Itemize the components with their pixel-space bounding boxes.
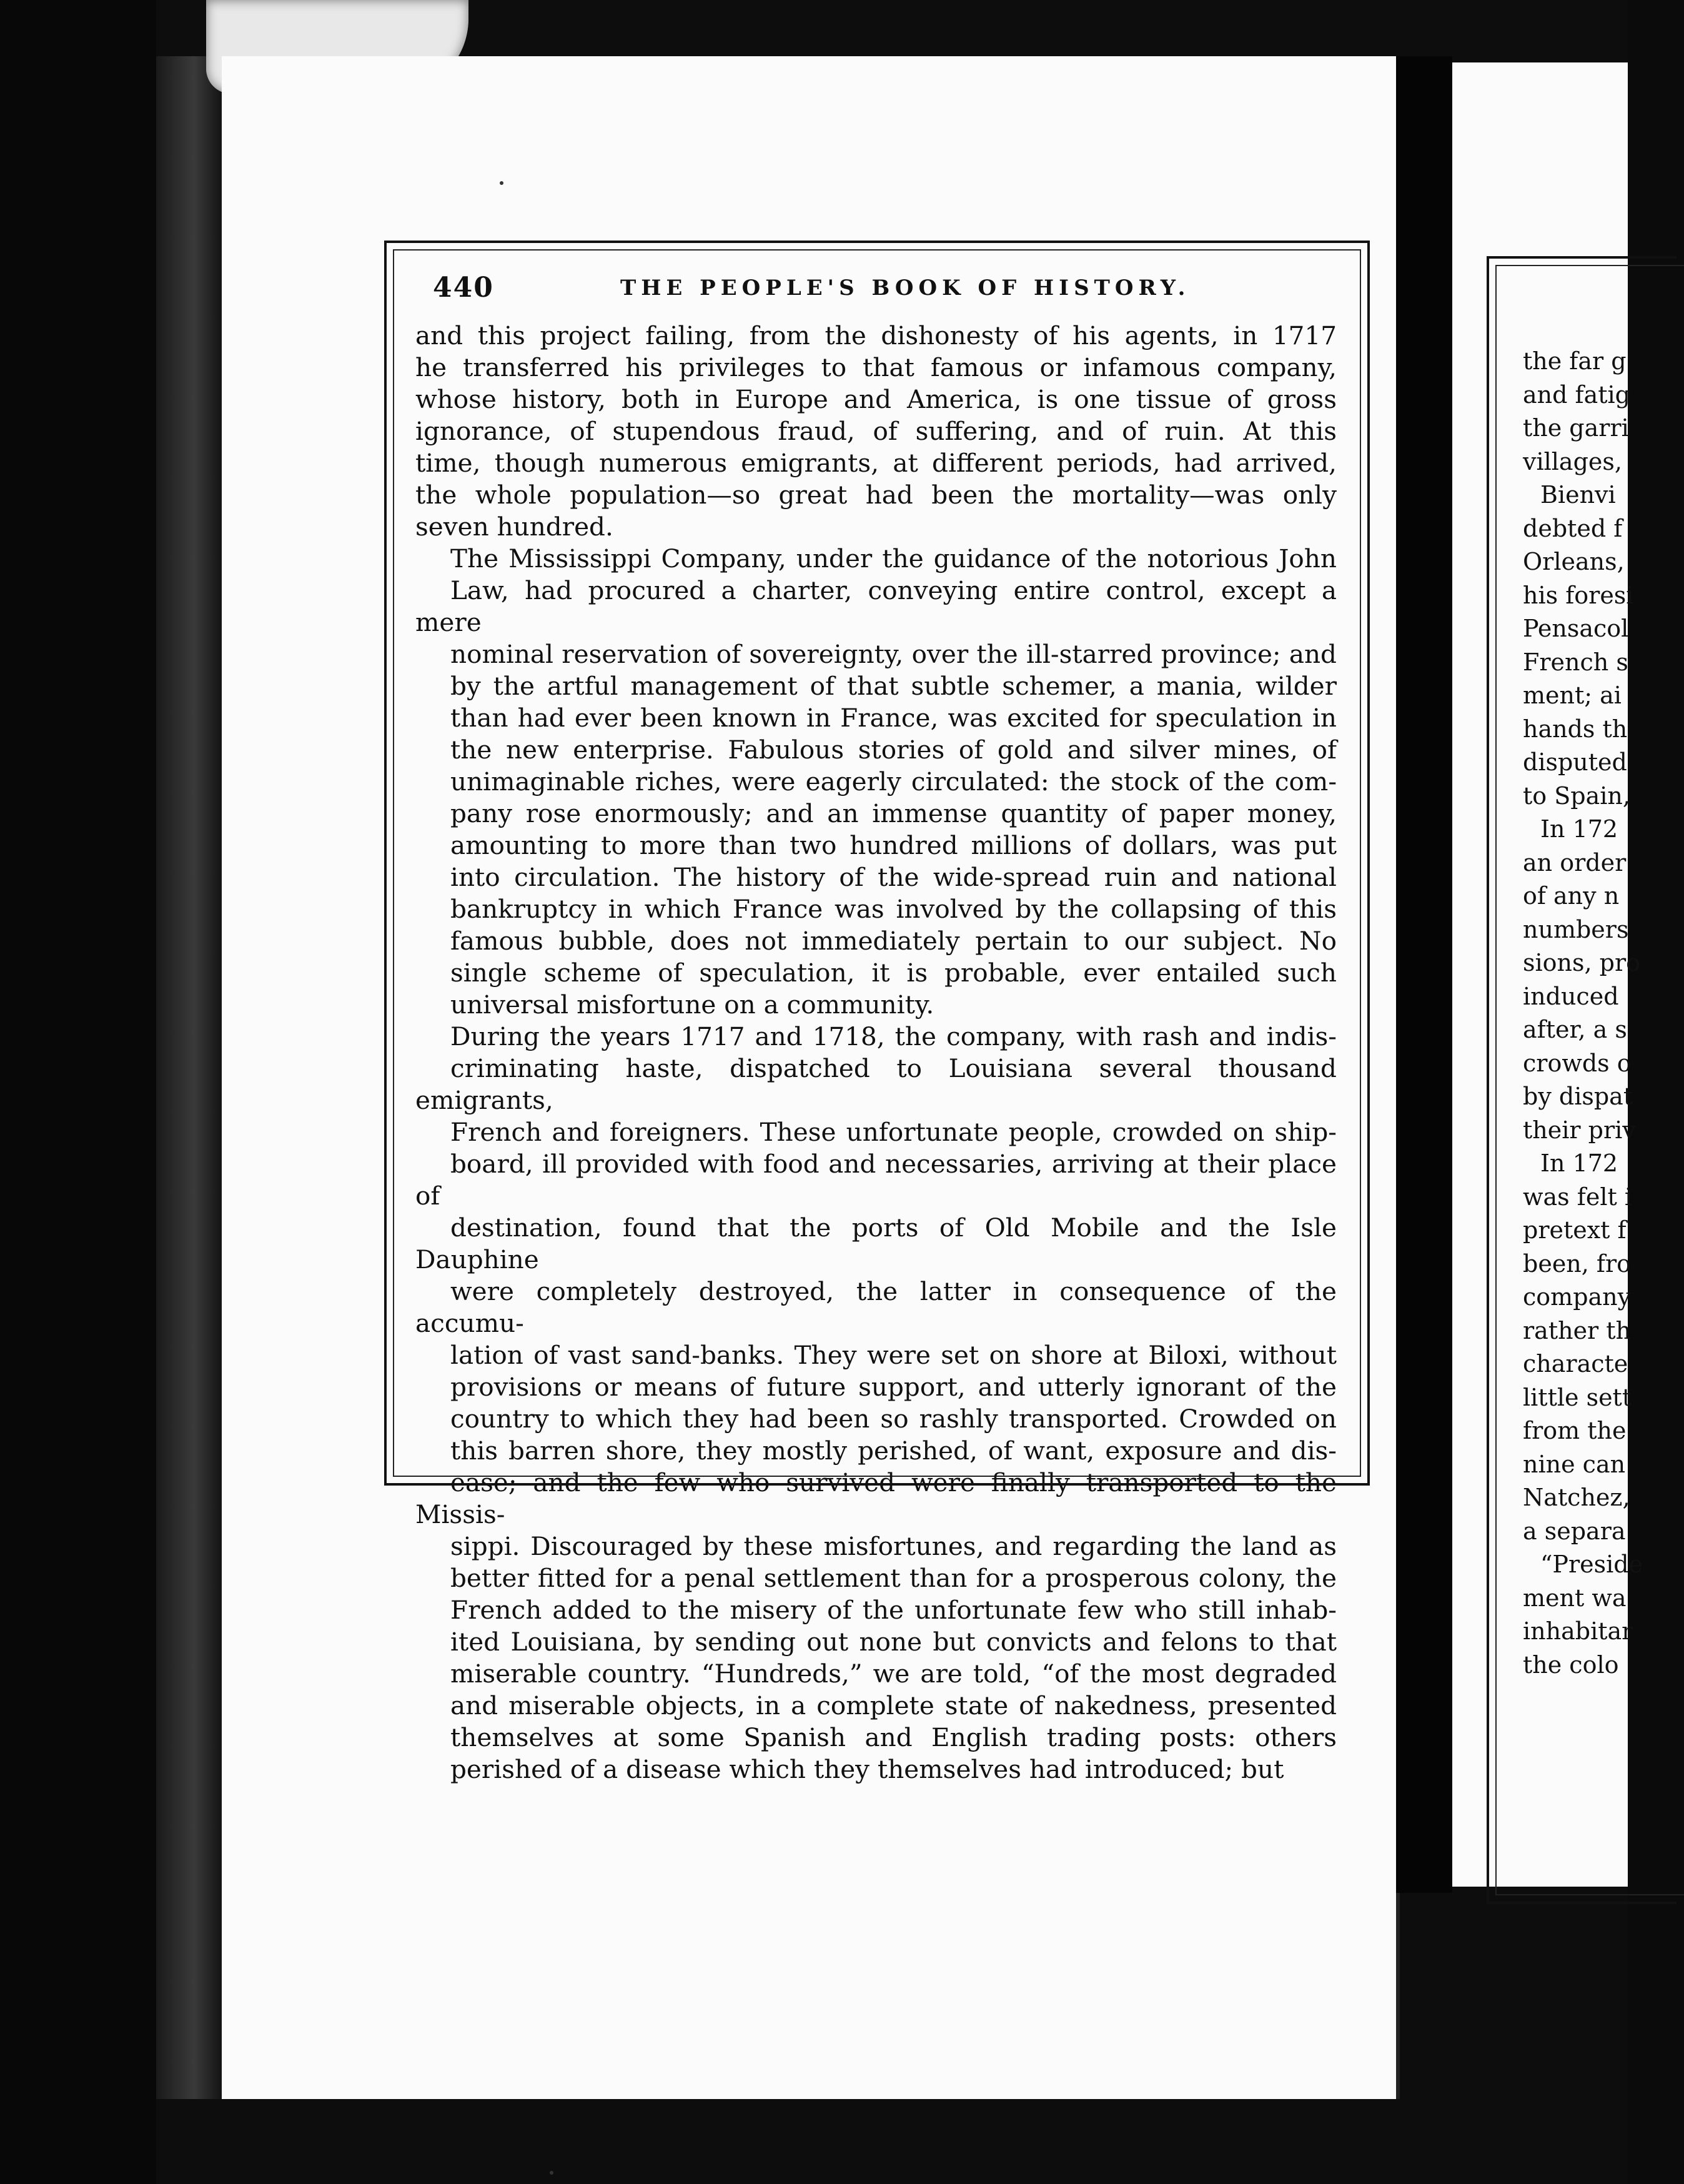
right-page-line: company [1523, 1283, 1632, 1311]
paper-speck [550, 2171, 553, 2175]
scan-left-edge [0, 0, 156, 2184]
right-page-line: been, fro [1523, 1249, 1632, 1278]
text-line: the new enterprise. Fabulous stories of gold and silver mines, of [450, 735, 1337, 765]
text-line: board, ill provided with food and necessaries, arriving at their place of [415, 1149, 1337, 1211]
text-line: lation of vast sand-banks. They were set on shore at Biloxi, without [450, 1340, 1337, 1370]
text-line: French and foreigners. These unfortunate people, crowded on ship- [450, 1117, 1337, 1147]
text-line: into circulation. The history of the wide-spread ruin and national [450, 862, 1337, 892]
text-line: by the artful management of that subtle schemer, a mania, wilder [450, 671, 1337, 701]
text-line: Law, had procured a charter, conveying entire control, except a mere [415, 575, 1337, 637]
paper-speck [500, 181, 503, 185]
right-page-line: crowds o [1523, 1049, 1632, 1077]
right-page-line: villages, [1523, 447, 1622, 475]
text-line: and miserable objects, in a complete state of nakedness, presented [450, 1690, 1337, 1720]
right-page-line: little sett [1523, 1383, 1632, 1411]
right-page-line: numbers [1523, 915, 1629, 943]
running-title: THE PEOPLE'S BOOK OF HISTORY. [620, 275, 1191, 300]
right-page-line: to Spain, [1523, 782, 1630, 810]
page-number: 440 [433, 272, 494, 304]
text-line: The Mississippi Company, under the guidance of the notorious John [450, 544, 1337, 573]
text-line: ited Louisiana, by sending out none but convicts and felons to that [450, 1627, 1337, 1657]
right-page-line: rather th [1523, 1316, 1632, 1344]
right-page-line: Orleans, [1523, 548, 1625, 575]
running-head [433, 272, 1332, 309]
right-page-text [1523, 345, 1673, 1682]
right-page-line: Natchez, [1523, 1484, 1630, 1511]
left-page [222, 56, 1396, 2099]
right-page-line: after, a s [1523, 1016, 1627, 1043]
paragraph [415, 1021, 1337, 1785]
text-line: sippi. Discouraged by these misfortunes, and regarding the land as [450, 1531, 1337, 1561]
right-page-line: Bienvi [1540, 481, 1616, 509]
paragraph [415, 543, 1337, 1021]
text-line: single scheme of speculation, it is probable, ever entailed such [450, 958, 1337, 988]
text-line: he transferred his privileges to that famous or infamous company, [415, 352, 1337, 382]
right-page-line: their priv [1523, 1116, 1636, 1144]
text-line: pany rose enormously; and an immense quantity of paper money, [450, 798, 1337, 828]
text-line: country to which they had been so rashly transported. Crowded on [450, 1404, 1337, 1434]
right-page-partial [1452, 62, 1643, 1887]
right-page-line: French s [1523, 648, 1628, 676]
right-page-line: hands th [1523, 715, 1628, 743]
book-binding-edge [156, 56, 225, 2099]
text-line: provisions or means of future support, and utterly ignorant of the [450, 1372, 1337, 1402]
right-page-line: an order [1523, 848, 1627, 876]
right-page-line: ment wa [1523, 1584, 1627, 1612]
text-line: bankruptcy in which France was involved by the collapsing of this [450, 894, 1337, 924]
right-page-line: the far g [1523, 347, 1627, 375]
right-page-line: debted f [1523, 514, 1623, 542]
right-page-line: pretext f [1523, 1216, 1627, 1244]
right-page-line: nine can [1523, 1450, 1626, 1478]
paragraph [415, 320, 1337, 543]
right-page-line: sions, pro [1523, 949, 1641, 976]
text-line: ignorance, of stupendous fraud, of suffering, and of ruin. At this [415, 416, 1337, 446]
right-page-line: disputed [1523, 748, 1627, 776]
right-page-line: of any n [1523, 882, 1620, 910]
right-page-line: was felt i [1523, 1183, 1632, 1211]
text-line: seven hundred. [415, 512, 613, 542]
text-line: French added to the misery of the unfortunate few who still inhab- [450, 1595, 1337, 1625]
text-line: criminating haste, dispatched to Louisiana several thousand emigrants, [415, 1053, 1337, 1115]
text-line: time, though numerous emigrants, at different periods, had arrived, [415, 448, 1337, 478]
book-gutter [1396, 56, 1452, 1893]
text-line: were completely destroyed, the latter in consequence of the accumu- [415, 1276, 1337, 1338]
right-page-line: the colo [1523, 1650, 1619, 1679]
right-page-line: “Preside [1540, 1551, 1643, 1578]
text-line: this barren shore, they mostly perished, of want, exposure and dis- [450, 1436, 1337, 1466]
text-line: better fitted for a penal settlement than for a prosperous colony, the [450, 1563, 1337, 1593]
text-line: themselves at some Spanish and English trading posts: others [450, 1722, 1337, 1752]
right-page-line: the garri [1523, 414, 1629, 442]
text-line: destination, found that the ports of Old Mobile and the Isle Dauphine [415, 1213, 1337, 1274]
right-page-line: Pensacol [1523, 615, 1629, 642]
text-line: the whole population—so great had been the mortality—was only [415, 480, 1337, 510]
text-line: universal misfortune on a community. [450, 990, 934, 1020]
right-page-line: characte [1523, 1350, 1628, 1377]
page-body-text [415, 320, 1337, 1785]
right-page-line: inhabitar [1523, 1617, 1633, 1645]
right-page-line: his foresi [1523, 581, 1634, 609]
right-page-line: induced [1523, 982, 1619, 1010]
right-page-line: a separa [1523, 1517, 1626, 1545]
right-page-line: by dispat [1523, 1083, 1633, 1110]
text-line: unimaginable riches, were eagerly circulated: the stock of the com- [450, 767, 1337, 797]
text-line: miserable country. “Hundreds,” we are told, “of the most degraded [450, 1659, 1337, 1689]
text-line: perished of a disease which they themselves had introduced; but [450, 1754, 1284, 1784]
right-page-line: ment; ai [1523, 682, 1622, 709]
right-page-line: and fatig [1523, 380, 1631, 409]
text-line: During the years 1717 and 1718, the company, with rash and indis- [450, 1021, 1337, 1051]
text-line: and this project failing, from the dishonesty of his agents, in 1717 [415, 320, 1337, 350]
right-page-line: In 172 [1540, 815, 1618, 843]
text-line: nominal reservation of sovereignty, over the ill-starred province; and [450, 639, 1337, 669]
text-line: famous bubble, does not immediately pertain to our subject. No [450, 926, 1337, 956]
text-line: whose history, both in Europe and America, is one tissue of gross [415, 384, 1337, 414]
right-page-line: from the [1523, 1417, 1627, 1444]
text-line: amounting to more than two hundred millions of dollars, was put [450, 830, 1337, 860]
text-line: than had ever been known in France, was excited for speculation in [450, 703, 1337, 733]
right-page-line: In 172 [1540, 1149, 1618, 1177]
text-line: ease; and the few who survived were finally transported to the Missis- [415, 1467, 1337, 1529]
